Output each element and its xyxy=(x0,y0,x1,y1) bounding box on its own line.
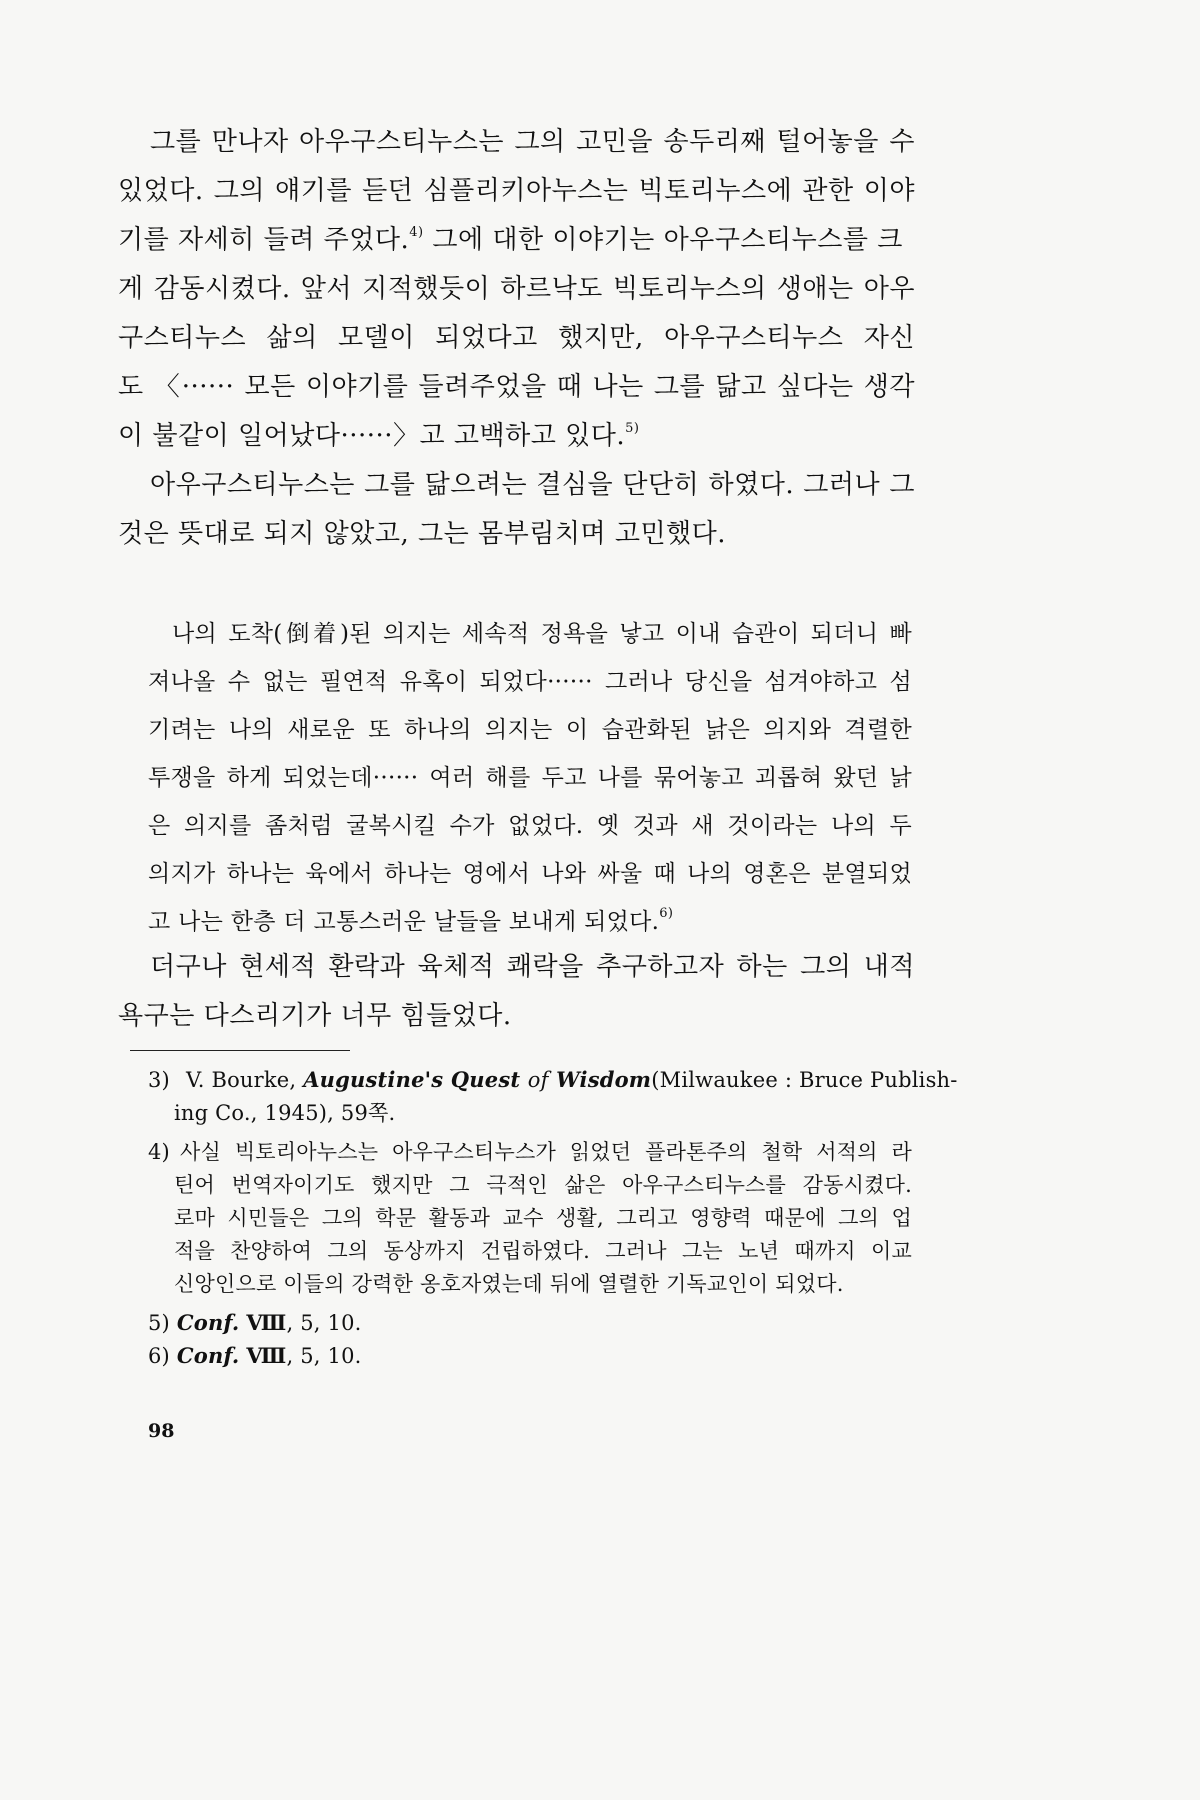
footnote-text: (Milwaukee : Bruce Publish- xyxy=(651,1068,958,1092)
text-line: 더구나 현세적 환락과 육체적 쾌락을 추구하고자 하는 그의 내적 xyxy=(150,952,915,982)
book-title: Quest xyxy=(443,1067,528,1092)
footnote-4-line: 신앙인으로 이들의 강력한 옹호자였는데 뒤에 열렬한 기독교인이 되었다. xyxy=(174,1272,844,1296)
footnote-5-line xyxy=(148,1309,362,1337)
text-line: 그를 만나자 아우구스티누스는 그의 고민을 송두리째 털어놓을 수 xyxy=(150,127,915,157)
footnote-4-line: 틴어 번역자이기도 했지만 그 극적인 삶은 아우구스티누스를 감동시켰다. xyxy=(174,1173,912,1197)
footnote-ref: 5) xyxy=(625,421,640,436)
footnote-text: V. Bourke, xyxy=(186,1068,304,1092)
footnote-number: 5) xyxy=(148,1311,170,1335)
footnote-6-line xyxy=(148,1342,362,1370)
book-title: Augustine's xyxy=(303,1067,444,1092)
footnote-number: 6) xyxy=(148,1344,170,1368)
footnote-number: 4) xyxy=(148,1140,170,1164)
book-title: of xyxy=(527,1068,549,1092)
footnote-4-line: 로마 시민들은 그의 학문 활동과 교수 생활, 그리고 영향력 때문에 그의 업 xyxy=(174,1206,912,1230)
quote-line: 나의 도착(倒着)된 의지는 세속적 정욕을 낳고 이내 습관이 되더니 빠 xyxy=(172,621,912,647)
book-numeral: Ⅷ xyxy=(246,1310,287,1335)
text-line: 아우구스티누스는 그를 닮으려는 결심을 단단히 하였다. 그러나 그 xyxy=(150,470,916,500)
text-line: 게 감동시켰다. 앞서 지적했듯이 하르낙도 빅토리누스의 생애는 아우 xyxy=(118,274,915,304)
footnote-text: , 5, 10. xyxy=(286,1344,362,1368)
quote-line: 져나올 수 없는 필연적 유혹이 되었다······ 그러나 당신을 섬겨야하고 섬 xyxy=(148,669,912,695)
page-number: 98 xyxy=(148,1420,175,1442)
text-segment: 고 나는 한층 더 고통스러운 날들을 보내게 되었다. xyxy=(148,909,660,935)
book-title: Wisdom xyxy=(548,1067,652,1092)
quote-line: 의지가 하나는 육에서 하나는 영에서 나와 싸울 때 나의 영혼은 분열되었 xyxy=(148,861,912,887)
footnote-text: , 5, 10. xyxy=(286,1311,362,1335)
work-abbrev: Conf. xyxy=(176,1343,240,1368)
footnote-ref: 6) xyxy=(659,906,674,921)
text-line-with-footnote xyxy=(118,223,915,257)
footnote-3-line xyxy=(186,1066,958,1094)
text-segment: 기를 자세히 들려 주었다. xyxy=(118,225,410,255)
footnote-3-line: ing Co., 1945), 59쪽. xyxy=(174,1101,396,1125)
text-line-with-footnote xyxy=(118,419,640,453)
quote-line: 기려는 나의 새로운 또 하나의 의지는 이 습관화된 낡은 의지와 격렬한 xyxy=(148,717,912,743)
quote-line: 은 의지를 좀처럼 굴복시킬 수가 없었다. 옛 것과 새 것이라는 나의 두 xyxy=(148,813,912,839)
quote-line-with-footnote xyxy=(148,905,673,939)
quote-line: 투쟁을 하게 되었는데······ 여러 해를 두고 나를 묶어놓고 괴롭혀 왔던 낡 xyxy=(148,765,912,791)
footnote-ref: 4) xyxy=(409,225,424,240)
text-line: 있었다. 그의 얘기를 듣던 심플리키아누스는 빅토리누스에 관한 이야 xyxy=(118,176,915,206)
text-line: 것은 뜻대로 되지 않았고, 그는 몸부림치며 고민했다. xyxy=(118,519,727,549)
footnote-divider xyxy=(130,1050,350,1051)
footnote-4-line: 적을 찬양하여 그의 동상까지 건립하였다. 그러나 그는 노년 때까지 이교 xyxy=(174,1239,912,1263)
text-line: 도 〈······ 모든 이야기를 들려주었을 때 나는 그를 닮고 싶다는 생각 xyxy=(118,372,915,402)
text-line: 구스티누스 삶의 모델이 되었다고 했지만, 아우구스티누스 자신 xyxy=(118,323,915,353)
footnote-number: 3) xyxy=(148,1068,170,1092)
book-numeral: Ⅷ xyxy=(246,1343,287,1368)
work-abbrev: Conf. xyxy=(176,1310,240,1335)
text-segment: 그에 대한 이야기는 아우구스티누스를 크 xyxy=(423,225,903,255)
text-segment: 이 불같이 일어났다······〉고 고백하고 있다. xyxy=(118,421,626,451)
text-line: 욕구는 다스리기가 너무 힘들었다. xyxy=(118,1001,512,1031)
footnote-4-line: 사실 빅토리아누스는 아우구스티누스가 읽었던 플라톤주의 철학 서적의 라 xyxy=(180,1140,912,1164)
